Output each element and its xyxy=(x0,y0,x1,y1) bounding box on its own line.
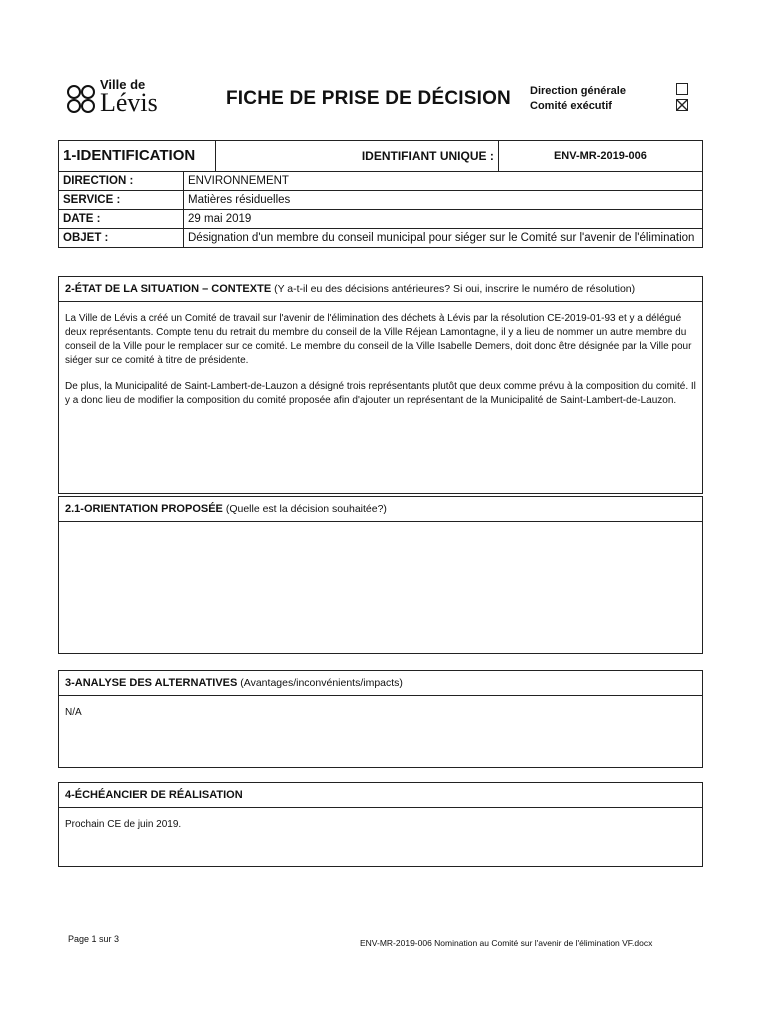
unique-id-label: IDENTIFIANT UNIQUE : xyxy=(216,141,498,172)
logo-levis-text: Lévis xyxy=(100,88,158,117)
identification-heading: 1-IDENTIFICATION xyxy=(59,141,216,172)
echeancier-heading xyxy=(59,783,702,808)
identification-table xyxy=(58,140,703,248)
analyse-heading-title: 3-ANALYSE DES ALTERNATIVES xyxy=(65,677,238,689)
analyse-heading-note: (Avantages/inconvénients/impacts) xyxy=(240,677,403,689)
analyse-heading xyxy=(59,671,702,696)
orientation-heading-title: 2.1-ORIENTATION PROPOSÉE xyxy=(65,503,223,515)
direction-generale-label: Direction générale xyxy=(530,85,626,97)
orientation-heading-note: (Quelle est la décision souhaitée?) xyxy=(225,503,387,515)
check-x-icon xyxy=(677,100,687,110)
document-title: FICHE DE PRISE DE DÉCISION xyxy=(226,88,511,109)
situation-heading-note: (Y a-t-il eu des décisions antérieures? Si oui, inscrire le numéro de résolution) xyxy=(274,283,636,295)
date-label: DATE : xyxy=(59,210,184,229)
situation-paragraph-1: La Ville de Lévis a créé un Comité de travail sur l'avenir de l'élimination des déchets à Lévis par la résolution CE-2019-01-93 et y a délégué deux représentants. Compte tenu du retrait du membre du conseil de la Ville Réjean Lamontagne, il y a lieu de nommer un autre membre du conseil de la Ville pour le remplacer sur ce comité. Le membre du conseil de la Ville Isabelle Demers, doit donc être désignée par la Ville pour siéger sur ce comité à titre de présidente. xyxy=(65,313,692,366)
service-label: SERVICE : xyxy=(59,191,184,210)
analyse-body: N/A xyxy=(65,707,82,718)
comite-executif-label: Comité exécutif xyxy=(530,100,612,112)
objet-value: Désignation d'un membre du conseil municipal pour siéger sur le Comité sur l'avenir de l'élimination xyxy=(184,229,703,248)
echeancier-section xyxy=(58,782,703,867)
situation-paragraph-2: De plus, la Municipalité de Saint-Lambert-de-Lauzon a désigné trois représentants plutôt que deux comme prévu à la composition du comité. Il y a donc lieu de modifier la composition du comité proposée afin d'ajouter un représentant de la Municipalité de Saint-Lambert-de-Lauzon. xyxy=(65,381,696,406)
situation-section xyxy=(58,276,703,494)
footer-filename: ENV-MR-2019-006 Nomination au Comité sur l'avenir de l'élimination VF.docx xyxy=(360,938,653,948)
situation-heading-title: 2-ÉTAT DE LA SITUATION – CONTEXTE xyxy=(65,283,272,295)
analyse-section xyxy=(58,670,703,768)
orientation-section xyxy=(58,496,703,654)
direction-label: DIRECTION : xyxy=(59,172,184,191)
page-number: Page 1 sur 3 xyxy=(68,934,120,944)
unique-id-value: ENV-MR-2019-006 xyxy=(498,141,702,172)
objet-label: OBJET : xyxy=(59,229,184,248)
orientation-heading xyxy=(59,497,702,522)
echeancier-heading-title: 4-ÉCHÉANCIER DE RÉALISATION xyxy=(65,789,243,801)
service-value: Matières résiduelles xyxy=(184,191,703,210)
direction-generale-checkbox[interactable] xyxy=(676,83,688,95)
situation-heading xyxy=(59,277,702,302)
logo-ville-text: Ville de xyxy=(100,77,146,92)
levis-emblem-icon xyxy=(64,82,98,116)
direction-value: ENVIRONNEMENT xyxy=(184,172,703,191)
date-value: 29 mai 2019 xyxy=(184,210,703,229)
echeancier-body: Prochain CE de juin 2019. xyxy=(65,819,182,830)
comite-executif-checkbox[interactable] xyxy=(676,99,688,111)
ville-de-levis-logo xyxy=(64,78,174,122)
